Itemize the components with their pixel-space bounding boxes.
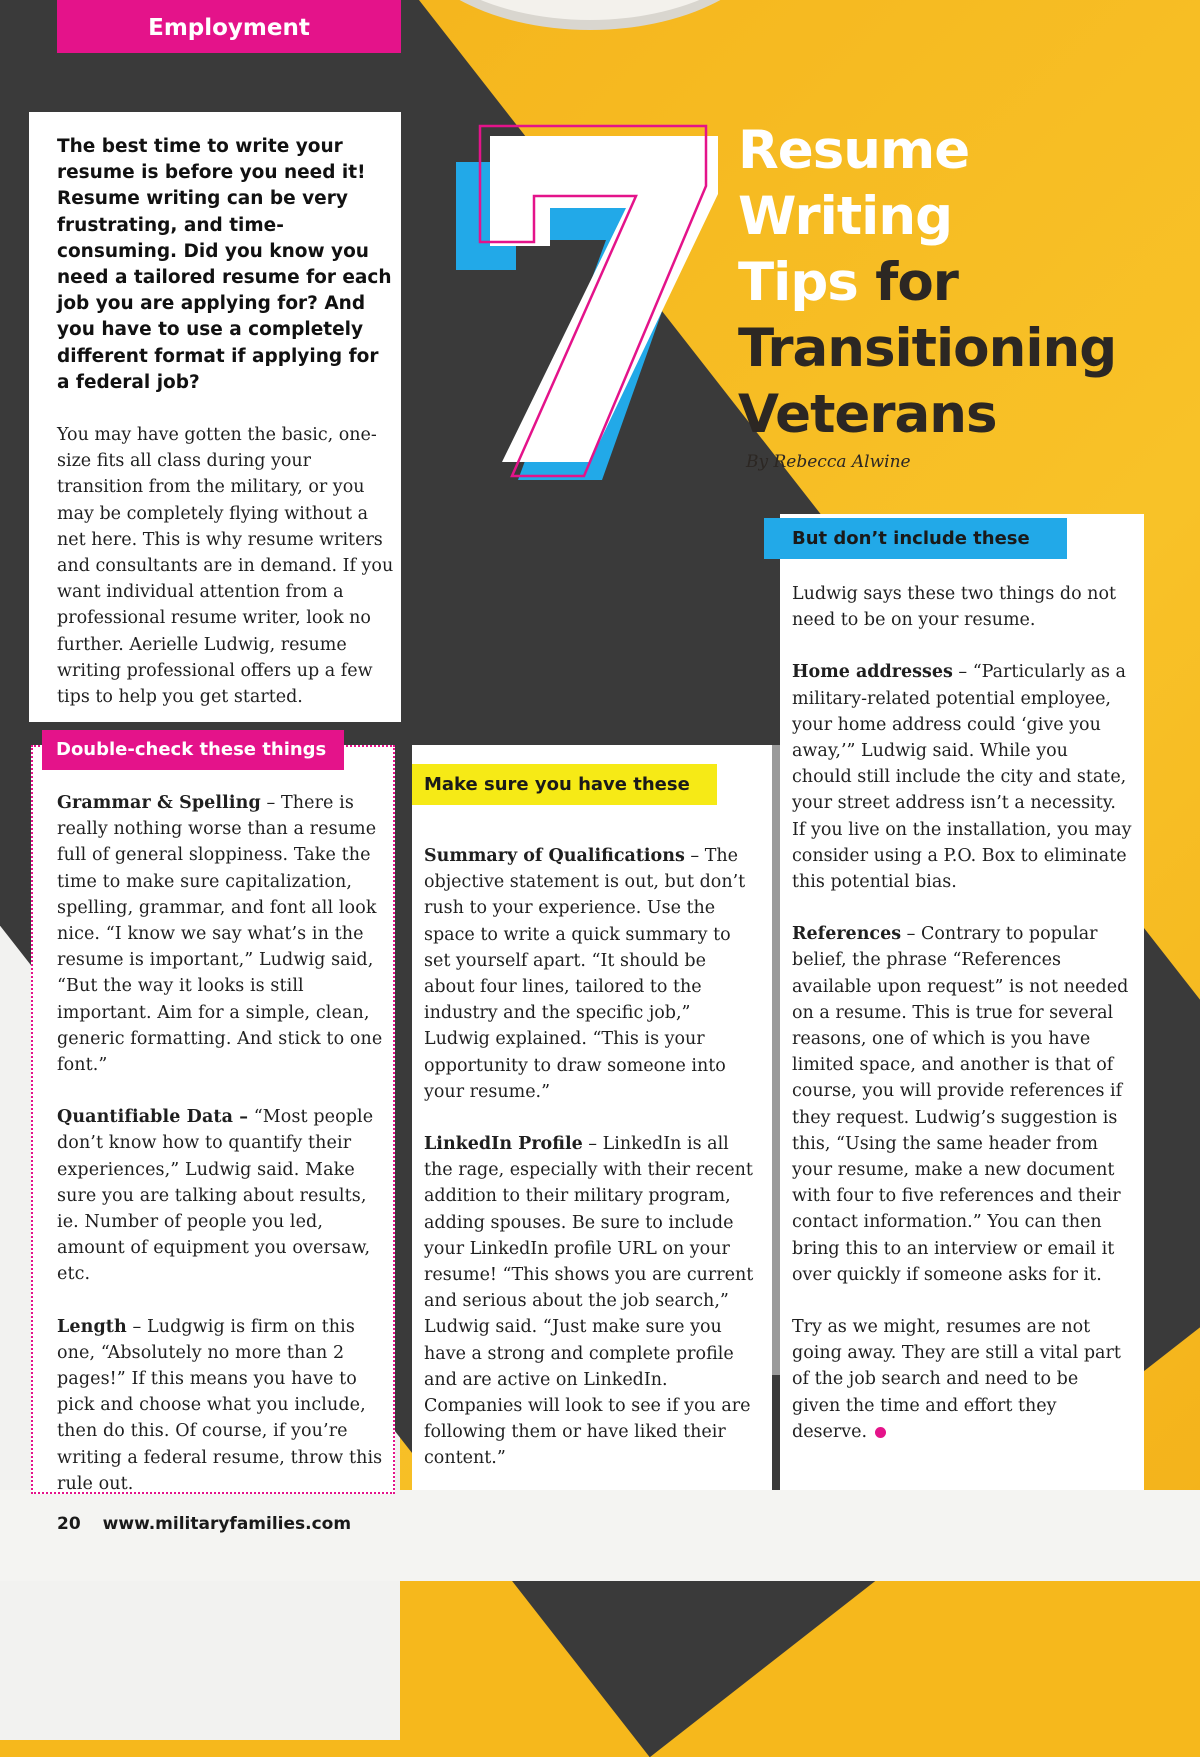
col3-item-term: References xyxy=(792,924,902,945)
col1-text xyxy=(57,790,391,1523)
col1-heading-tag xyxy=(42,730,344,770)
col1-item-term: Grammar & Spelling xyxy=(57,793,261,813)
col3-heading-tag xyxy=(764,518,1067,559)
col3-item: References – Contrary to popular belief, the phrase “References available upon request” is not needed on a resume. This is true for several reasons, one of which is you have limited space, and another is that of course, you will provide references if they request. Ludwig’s suggestion is this, “Using the same header from your resume, make a new document with four to five references and their contact information.” You can then bring this to an interview or email it over quickly if someone asks for it. xyxy=(792,924,1129,1285)
big-number-graphic xyxy=(440,112,740,502)
col2-item: Summary of Qualifications – The objective statement is out, but don’t rush to your experience. Use the space to write a quick summary to set yourself apart. “It should be about four lines, tailored to the industry and the specific job,” Ludwig explained. “This is your opportunity to draw someone into your resume.” xyxy=(424,846,746,1102)
col1-item: Length – Ludgwig is firm on this one, “Absolutely no more than 2 pages!” If this means you have to pick and choose what you include, then do this. Of course, if you’re writing a federal resume, throw this rule out. xyxy=(57,1316,383,1494)
col1-item: Grammar & Spelling – There is really nothing worse than a resume full of general sloppiness. Take the time to make sure capitalization, spelling, grammar, and font all look nice. “I know we say what’s in the resume is important,” Ludwig said, “But the way it looks is still important. Aim for a simple, clean, generic formatting. And stick to one font.” xyxy=(57,793,383,1076)
col3-item: Home addresses – “Particularly as a military-related potential employee, your home address could ‘give you away,’” Ludwig said. While you chould still include the city and state, your street address isn’t a necessity. If you live on the installation, you may consider using a P.O. Box to eliminate this potential bias. xyxy=(792,662,1132,893)
title-line-3-dark: for xyxy=(857,252,958,313)
section-tag-label: Employment xyxy=(148,15,310,41)
page-footer xyxy=(57,1514,373,1534)
col3-text xyxy=(792,581,1132,1471)
intro-body: You may have gotten the basic, one-size fits all class during your transition from the military, or you may be completely flying without a net here. This is why resume writers and consultants are in demand. If you want individual attention from a professional resume writer, look no further. Aerielle Ludwig, resume writing professional offers up a few tips to help you get started. xyxy=(57,425,394,708)
footer-website: www.militaryfamilies.com xyxy=(102,1514,352,1534)
col2-heading-tag xyxy=(412,764,717,805)
page-number: 20 xyxy=(57,1514,81,1534)
col3-closing: Try as we might, resumes are not going away. They are still a vital part of the job search and need to be given the time and effort they deserve. xyxy=(792,1317,1121,1442)
title-line-2: Writing xyxy=(738,186,953,247)
col1-item: Quantifiable Data – “Most people don’t know how to quantify their experiences,” Ludwig said. Make sure you are talking about results, ie. Number of people you led, amount of equipment you oversaw, etc. xyxy=(57,1107,374,1285)
byline: By Rebecca Alwine xyxy=(746,452,911,472)
section-tag xyxy=(57,0,401,53)
col2-heading: Make sure you have these xyxy=(424,774,690,795)
end-mark-icon xyxy=(875,1427,886,1438)
title-line-1: Resume xyxy=(738,120,970,181)
col2-panel-edge xyxy=(772,745,780,1375)
big-number-text: 7 xyxy=(440,112,441,113)
col2-item-term: LinkedIn Profile xyxy=(424,1134,583,1155)
col1-heading: Double-check these things xyxy=(56,739,327,760)
col2-item: LinkedIn Profile – LinkedIn is all the rage, especially with their recent addition to their military program, adding spouses. Be sure to include your LinkedIn profile URL on your resume! “This shows you are current and serious about the job search,” Ludwig said. “Just make sure you have a strong and complete profile and are active on LinkedIn. Companies will look to see if you are following them or have liked their content.” xyxy=(424,1134,754,1469)
col1-item-term: Length xyxy=(57,1316,127,1337)
col3-intro: Ludwig says these two things do not need to be on your resume. xyxy=(792,584,1117,631)
col1-item-term: Quantifiable Data – xyxy=(57,1107,249,1128)
col2-item-term: Summary of Qualifications xyxy=(424,846,685,866)
title-line-5: Veterans xyxy=(738,384,997,445)
intro-lead: The best time to write your resume is before you need it! Resume writing can be very frustrating, and time-consuming. Did you know you need a tailored resume for each job you are applying for? And you have to use a completely different format if applying for a federal job? xyxy=(57,136,392,393)
title-line-3-white: Tips xyxy=(738,252,858,313)
title-line-4: Transitioning xyxy=(738,318,1117,379)
intro-text xyxy=(57,134,395,736)
col3-item-term: Home addresses xyxy=(792,662,953,683)
page-title xyxy=(738,118,1116,448)
col2-text xyxy=(424,843,760,1498)
col3-heading: But don’t include these xyxy=(792,528,1030,549)
